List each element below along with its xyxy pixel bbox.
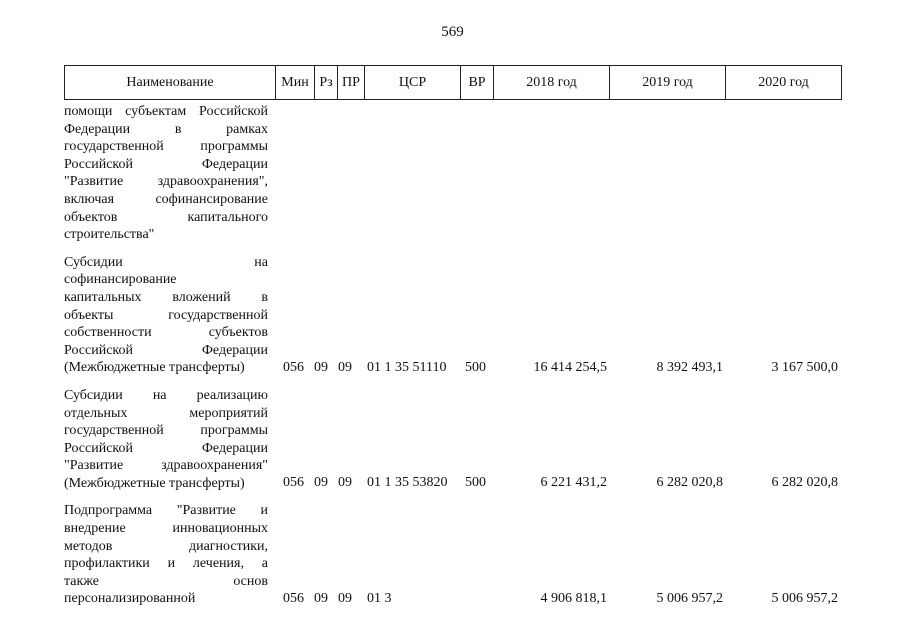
header-2020: 2020 год [726, 66, 842, 100]
row-values [64, 474, 841, 492]
cell-2020: 5 006 957,2 [771, 591, 838, 607]
cell-2020: 6 282 020,8 [771, 475, 838, 491]
cell-2018: 4 906 818,1 [540, 591, 607, 607]
cell-vr: 500 [465, 359, 486, 375]
cell-csr: 01 3 [367, 591, 392, 607]
table-row [64, 254, 841, 377]
row-name-line: отдельных мероприятий [64, 405, 268, 421]
cell-pr: 09 [338, 359, 352, 375]
table-row [64, 103, 841, 244]
header-rz: Рз [315, 66, 338, 100]
row-name-line: профилактики и лечения, а [64, 556, 268, 572]
row-name-line: "Развитие здравоохранения", [64, 174, 268, 190]
cell-vr: 500 [465, 475, 486, 491]
row-name-line: "Развитие здравоохранения" [64, 458, 268, 474]
row-name-line: Федерации в рамках [64, 121, 268, 137]
row-name-line: Российской Федерации [64, 440, 268, 456]
row-name-line: объекты государственной [64, 307, 268, 323]
cell-rz: 09 [314, 591, 328, 607]
table-row [64, 502, 841, 608]
header-name: Наименование [65, 66, 276, 100]
row-name-line: Российской Федерации [64, 342, 268, 358]
row-name-line: строительства" [64, 227, 155, 243]
row-name-line: капитальных вложений в [64, 289, 268, 305]
table-row [64, 387, 841, 493]
table-body [64, 103, 841, 608]
cell-rz: 09 [314, 359, 328, 375]
row-values [64, 590, 841, 608]
row-name-line: объектов капитального [64, 209, 268, 225]
header-vr: ВР [461, 66, 494, 100]
cell-2019: 8 392 493,1 [656, 359, 723, 375]
cell-min: 056 [283, 475, 304, 491]
row-name-line: внедрение инновационных [64, 521, 268, 537]
table-header [64, 65, 842, 100]
row-values [64, 359, 841, 377]
cell-2018: 16 414 254,5 [533, 359, 607, 375]
header-2018: 2018 год [494, 66, 610, 100]
row-name-line: государственной программы [64, 139, 268, 155]
cell-2019: 5 006 957,2 [656, 591, 723, 607]
row-name-line: Субсидии на [64, 254, 268, 270]
row-name-line: Субсидии на реализацию [64, 387, 268, 403]
cell-rz: 09 [314, 475, 328, 491]
row-name-line: включая софинансирование [64, 191, 268, 207]
cell-2019: 6 282 020,8 [656, 475, 723, 491]
header-csr: ЦСР [365, 66, 461, 100]
row-name-line: Российской Федерации [64, 156, 268, 172]
cell-csr: 01 1 35 53820 [367, 475, 448, 491]
cell-2018: 6 221 431,2 [540, 475, 607, 491]
row-name [64, 103, 268, 244]
header-pr: ПР [338, 66, 365, 100]
header-2019: 2019 год [610, 66, 726, 100]
header-min: Мин [276, 66, 315, 100]
row-name-line: помощи субъектам Российской [64, 104, 268, 119]
row-name-line: методов диагностики, [64, 538, 268, 554]
row-values [64, 226, 841, 244]
row-name-line: персонализированной [64, 591, 196, 607]
cell-2020: 3 167 500,0 [771, 359, 838, 375]
cell-pr: 09 [338, 475, 352, 491]
row-name-line: софинансирование [64, 272, 177, 288]
row-name-line: (Межбюджетные трансферты) [64, 475, 245, 491]
page-number: 569 [441, 24, 464, 40]
cell-min: 056 [283, 359, 304, 375]
row-name-line: также основ [64, 573, 268, 589]
row-name-line: государственной программы [64, 423, 268, 439]
row-name-line: собственности субъектов [64, 325, 268, 341]
cell-pr: 09 [338, 591, 352, 607]
cell-csr: 01 1 35 51110 [367, 359, 447, 375]
row-name-line: (Межбюджетные трансферты) [64, 360, 245, 376]
row-name-line: Подпрограмма "Развитие и [64, 503, 268, 519]
cell-min: 056 [283, 591, 304, 607]
